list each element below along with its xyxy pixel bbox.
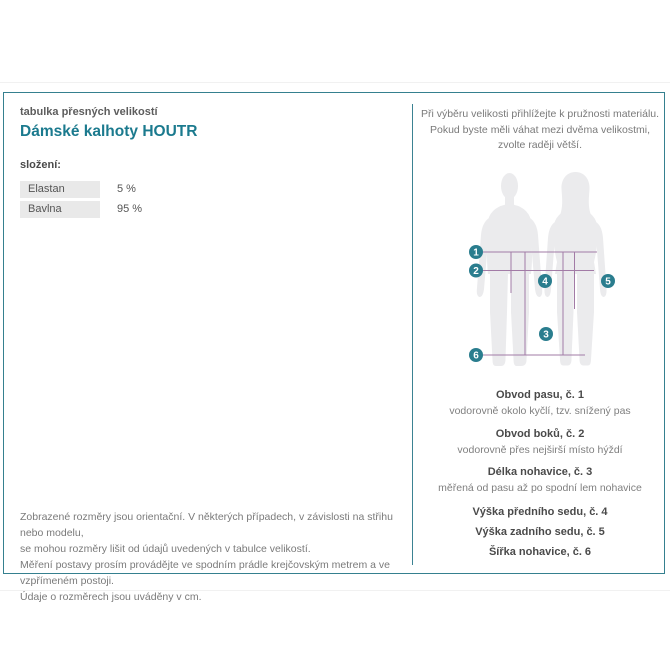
svg-text:3: 3	[543, 329, 549, 341]
measure-marker-2	[469, 264, 483, 278]
measure-label: Délka nohavice, č. 3	[487, 466, 593, 478]
composition-label: složení:	[20, 159, 61, 171]
disclaimer-line: Měření postavy prosím provádějte ve spodním prádle krejčovským metrem a ve vzpřímeném postoji.	[20, 559, 390, 587]
measure-desc: měřená od pasu až po spodní lem nohavice	[438, 482, 642, 494]
table-row	[20, 181, 280, 198]
measure-marker-3	[539, 327, 553, 341]
material-percent: 95 %	[117, 203, 143, 215]
composition-table	[20, 181, 280, 221]
advice-line: Pokud byste měli váhat mezi dvěma velikostmi,	[429, 123, 650, 136]
measure-desc: vodorovně přes nejširší místo hýždí	[457, 444, 623, 456]
measure-marker-1	[469, 245, 483, 259]
svg-text:4: 4	[542, 276, 548, 288]
svg-text:6: 6	[473, 350, 479, 362]
top-separator	[0, 82, 670, 83]
svg-text:1: 1	[473, 247, 479, 259]
disclaimer-text	[20, 509, 410, 605]
measure-desc: vodorovně okolo kyčlí, tzv. snížený pas	[449, 405, 631, 417]
svg-text:5: 5	[605, 276, 611, 288]
measure-marker-6	[469, 348, 483, 362]
advice-line: zvolte raději větší.	[497, 139, 583, 151]
measurement-diagram	[445, 160, 645, 375]
material-name: Bavlna	[20, 201, 100, 218]
measure-marker-5	[601, 274, 615, 288]
disclaimer-line: se mohou rozměry lišit od údajů uvedených v tabulce velikostí.	[20, 543, 311, 555]
advice-line: Při výběru velikosti přihlížejte k pružnosti materiálu.	[420, 108, 660, 120]
measure-label: Šířka nohavice, č. 6	[488, 546, 592, 558]
disclaimer-line: Zobrazené rozměry jsou orientační. V některých případech, v závislosti na střihu nebo modelu,	[20, 511, 393, 539]
measure-label: Obvod boků, č. 2	[495, 428, 585, 440]
male-silhouette-icon	[477, 173, 542, 366]
measure-marker-4	[538, 274, 552, 288]
measure-label: Obvod pasu, č. 1	[495, 389, 585, 401]
table-subtitle: tabulka přesných velikostí	[20, 106, 158, 118]
material-name: Elastan	[20, 181, 100, 198]
measurement-legend	[413, 389, 667, 559]
product-title: Dámské kalhoty HOUTR	[20, 123, 198, 140]
table-row	[20, 201, 280, 218]
disclaimer-line: Údaje o rozměrech jsou uváděny v cm.	[20, 591, 202, 603]
sizing-advice-text	[413, 107, 667, 154]
material-percent: 5 %	[117, 183, 136, 195]
female-silhouette-icon	[544, 172, 606, 366]
measure-label: Výška zadního sedu, č. 5	[475, 526, 605, 538]
svg-text:2: 2	[473, 266, 479, 277]
measure-label: Výška předního sedu, č. 4	[472, 506, 608, 518]
